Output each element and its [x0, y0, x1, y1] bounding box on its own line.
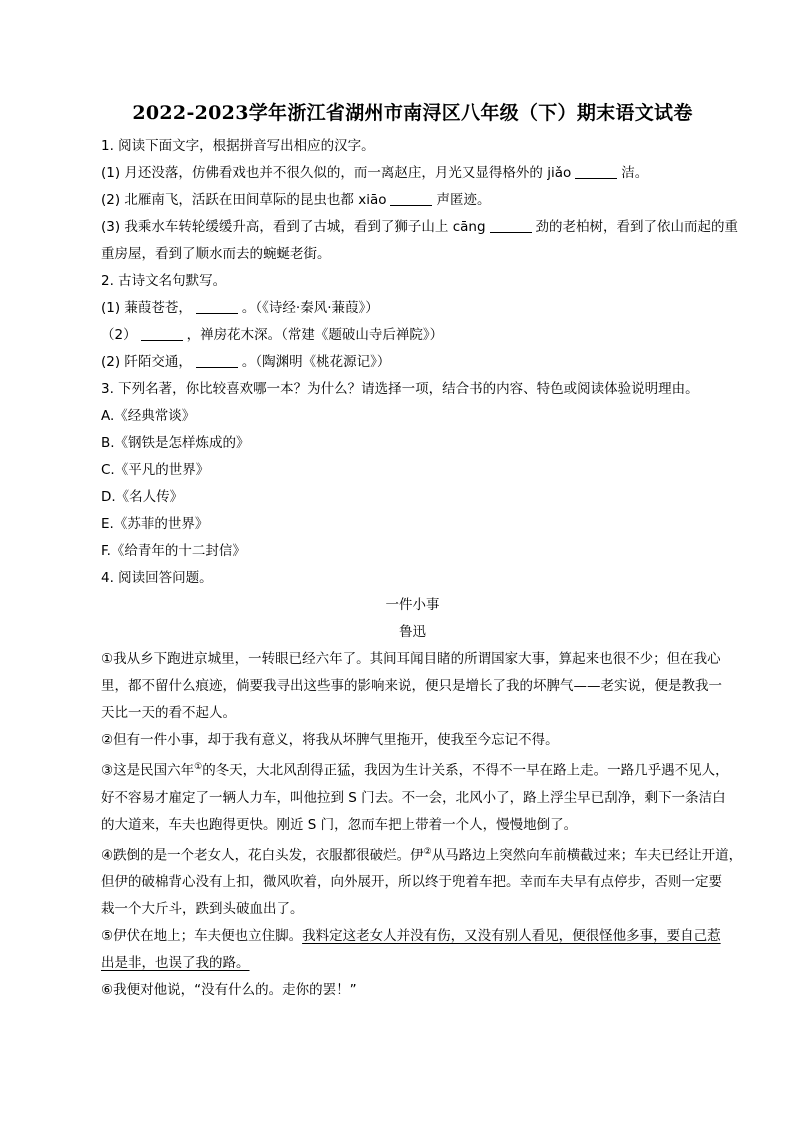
paragraph-1-line-1: ①我从乡下跑进京城里，一转眼已经六年了。其间耳闻目睹的所谓国家大事，算起来也很不少；但在我心: [101, 651, 721, 667]
paragraph-2: ②但有一件小事，却于我有意义，将我从坏脾气里拖开，使我至今忘记不得。: [101, 732, 559, 748]
page-title: 2022-2023学年浙江省湖州市南浔区八年级（下）期末语文试卷: [132, 102, 693, 124]
q3-option-a: A.《经典常谈》: [101, 408, 196, 424]
q1-stem: 1. 阅读下面文字，根据拼音写出相应的汉字。: [101, 138, 375, 154]
q3-option-b: B.《钢铁是怎样炼成的》: [101, 435, 250, 451]
q3-option-d: D.《名人传》: [101, 489, 184, 505]
answer-blank[interactable]: [490, 232, 532, 233]
paragraph-4-line-2: 但伊的破棉背心没有上扣，微风吹着，向外展开，所以终于兜着车把。幸而车夫早有点停步，否则一定要: [101, 874, 722, 890]
q3-option-c: C.《平凡的世界》: [101, 462, 210, 478]
paragraph-3-line-2: 好不容易才雇定了一辆人力车，叫他拉到 S 门去。不一会，北风小了，路上浮尘早已刮净，剩下一条洁白: [101, 789, 726, 806]
q2-item-2: （2） ，禅房花木深。（常建《题破山寺后禅院》）: [101, 327, 444, 343]
answer-blank[interactable]: [390, 205, 432, 206]
paragraph-4-line-1: ④跌倒的是一个老女人，花白头发，衣服都很破烂。伊②从马路边上突然向车前横截过来；车夫已经让开道，: [101, 846, 743, 863]
answer-blank[interactable]: [141, 340, 183, 341]
underlined-sentence: 我料定这老女人并没有伤，又没有别人看见，便很怪他多事，要自己惹: [302, 928, 721, 944]
paragraph-5-line-1: ⑤伊伏在地上；车夫便也立住脚。我料定这老女人并没有伤，又没有别人看见，便很怪他多事，要自己惹: [101, 928, 721, 944]
paragraph-6: ⑥我便对他说，“没有什么的。走你的罢！”: [101, 982, 357, 998]
q3-stem: 3. 下列名著，你比较喜欢哪一本？为什么？请选择一项，结合书的内容、特色或阅读体验说明理由。: [101, 381, 699, 397]
q2-item-1: (1) 蒹葭苍苍， 。（《诗经·秦风·蒹葭》）: [101, 300, 379, 316]
answer-blank[interactable]: [575, 178, 617, 179]
footnote-marker: ②: [423, 846, 432, 857]
underlined-sentence-cont: 出是非，也误了我的路。: [101, 955, 250, 971]
q1-item-3-cont: 重房屋，看到了顺水而去的蜿蜒老街。: [101, 246, 331, 262]
answer-blank[interactable]: [196, 313, 238, 314]
paragraph-4-line-3: 栽一个大斤斗，跌到头破血出了。: [101, 901, 304, 917]
paragraph-3-line-3: 的大道来，车夫也跑得更快。刚近 S 门，忽而车把上带着一个人，慢慢地倒了。: [101, 816, 578, 833]
q1-item-3: (3) 我乘水车转轮缓缓升高，看到了古城，看到了狮子山上 cāng 劲的老柏树，看到了依山而起的重: [101, 219, 739, 235]
footnote-marker: ①: [194, 762, 203, 772]
paragraph-5-line-2: [101, 950, 724, 977]
paragraph-1-line-3: 天比一天的看不起人。: [101, 705, 236, 721]
q1-item-2: (2) 北雁南飞，活跃在田间草际的昆虫也都 xiāo 声匿迹。: [101, 192, 491, 208]
q3-option-f: F.《给青年的十二封信》: [101, 543, 246, 559]
answer-blank[interactable]: [196, 367, 238, 368]
q3-option-e: E.《苏菲的世界》: [101, 516, 209, 532]
paragraph-3-line-1: ③这是民国六年①的冬天，大北风刮得正猛，我因为生计关系，不得不一早在路上走。一路几乎遇不见人，: [101, 762, 729, 779]
q2-item-3: (2) 阡陌交通， 。（陶渊明《桃花源记》）: [101, 354, 391, 370]
article-author: 鲁迅: [399, 624, 426, 640]
paragraph-1-line-2: 里，都不留什么痕迹，倘要我寻出这些事的影响来说，便只是增长了我的坏脾气——老实说，便是教我一: [101, 678, 722, 694]
q2-stem: 2. 古诗文名句默写。: [101, 273, 227, 289]
article-title: 一件小事: [385, 597, 440, 613]
q4-stem: 4. 阅读回答问题。: [101, 570, 213, 586]
q1-item-1: (1) 月还没落，仿佛看戏也并不很久似的，而一离赵庄，月光又显得格外的 jiǎo 洁。: [101, 165, 649, 181]
